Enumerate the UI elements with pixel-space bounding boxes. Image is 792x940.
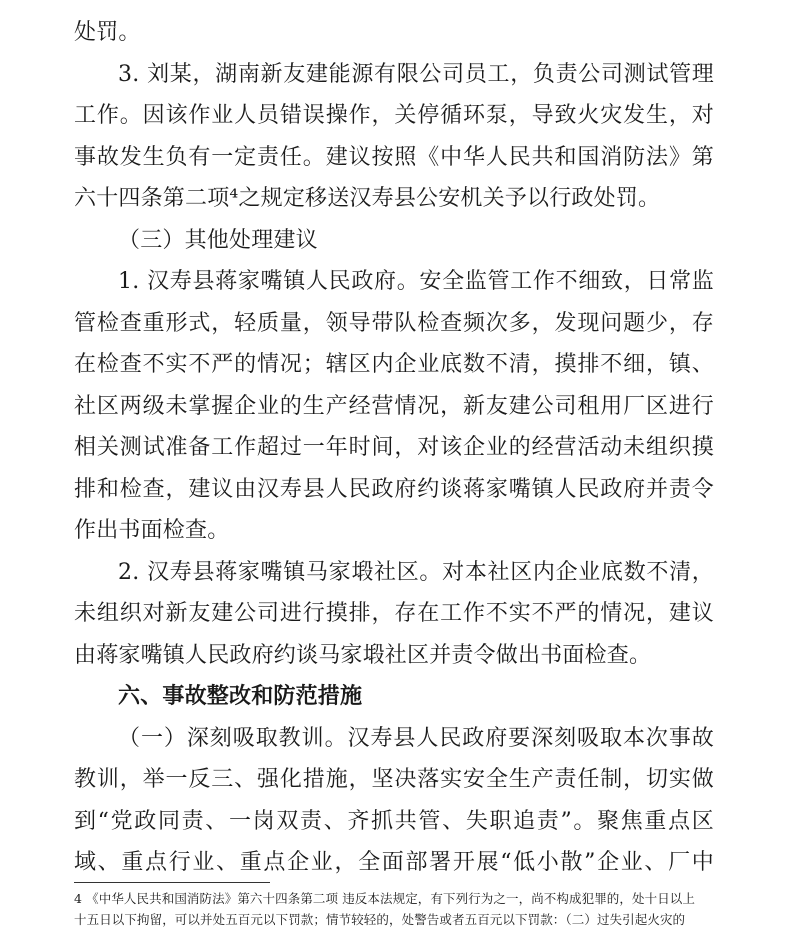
section-heading: 六、事故整改和防范措施 [118, 684, 363, 709]
body-line: 教训，举一反三、强化措施，坚决落实安全生产责任制，切实做 [74, 767, 714, 792]
body-line: 1. 汉寿县蒋家嘴镇人民政府。安全监管工作不细致，日常监 [118, 269, 714, 294]
body-line: 域、重点行业、重点企业，全面部署开展“低小散”企业、厂中 [74, 850, 714, 875]
section-heading: （三）其他处理建议 [118, 227, 318, 253]
body-line: 六十四条第二项⁴之规定移送汉寿县公安机关予以行政处罚。 [74, 186, 661, 211]
body-line: 3. 刘某，湖南新友建能源有限公司员工，负责公司测试管理 [118, 61, 714, 87]
body-line: 作出书面检查。 [74, 518, 230, 543]
body-line: 由蒋家嘴镇人民政府约谈马家塅社区并责令做出书面检查。 [74, 642, 652, 668]
body-line: 事故发生负有一定责任。建议按照《中华人民共和国消防法》第 [74, 144, 714, 170]
footnote-line: 4 《中华人民共和国消防法》第六十四条第二项 违反本法规定，有下列行为之一，尚不构成犯罪的，处十日以上 [74, 891, 696, 906]
footnote-divider [74, 882, 270, 883]
body-line: 处罚。 [74, 20, 141, 45]
body-line: 未组织对新友建公司进行摸排，存在工作不实不严的情况，建议 [74, 601, 714, 626]
body-line: 排和检查，建议由汉寿县人民政府约谈蒋家嘴镇人民政府并责令 [74, 476, 714, 502]
body-line: 社区两级未掌握企业的生产经营情况，新友建公司租用厂区进行 [74, 393, 714, 419]
body-line: 相关测试准备工作超过一年时间，对该企业的经营活动未组织摸 [74, 435, 714, 460]
body-line: 到“党政同责、一岗双责、齐抓共管、失职追责”。聚焦重点区 [74, 808, 714, 834]
body-line: 管检查重形式，轻质量，领导带队检查频次多，发现问题少，存 [74, 310, 714, 336]
body-line: （一）深刻吸取教训。汉寿县人民政府要深刻吸取本次事故 [118, 725, 714, 751]
body-line: 工作。因该作业人员错误操作，关停循环泵，导致火灾发生，对 [74, 103, 714, 128]
footnote-line: 十五日以下拘留，可以并处五百元以下罚款；情节较轻的，处警告或者五百元以下罚款：（二）过失引起火灾的 [74, 912, 686, 927]
body-line: 2. 汉寿县蒋家嘴镇马家塅社区。对本社区内企业底数不清， [118, 559, 714, 585]
body-line: 在检查不实不严的情况；辖区内企业底数不清，摸排不细，镇、 [74, 352, 714, 377]
